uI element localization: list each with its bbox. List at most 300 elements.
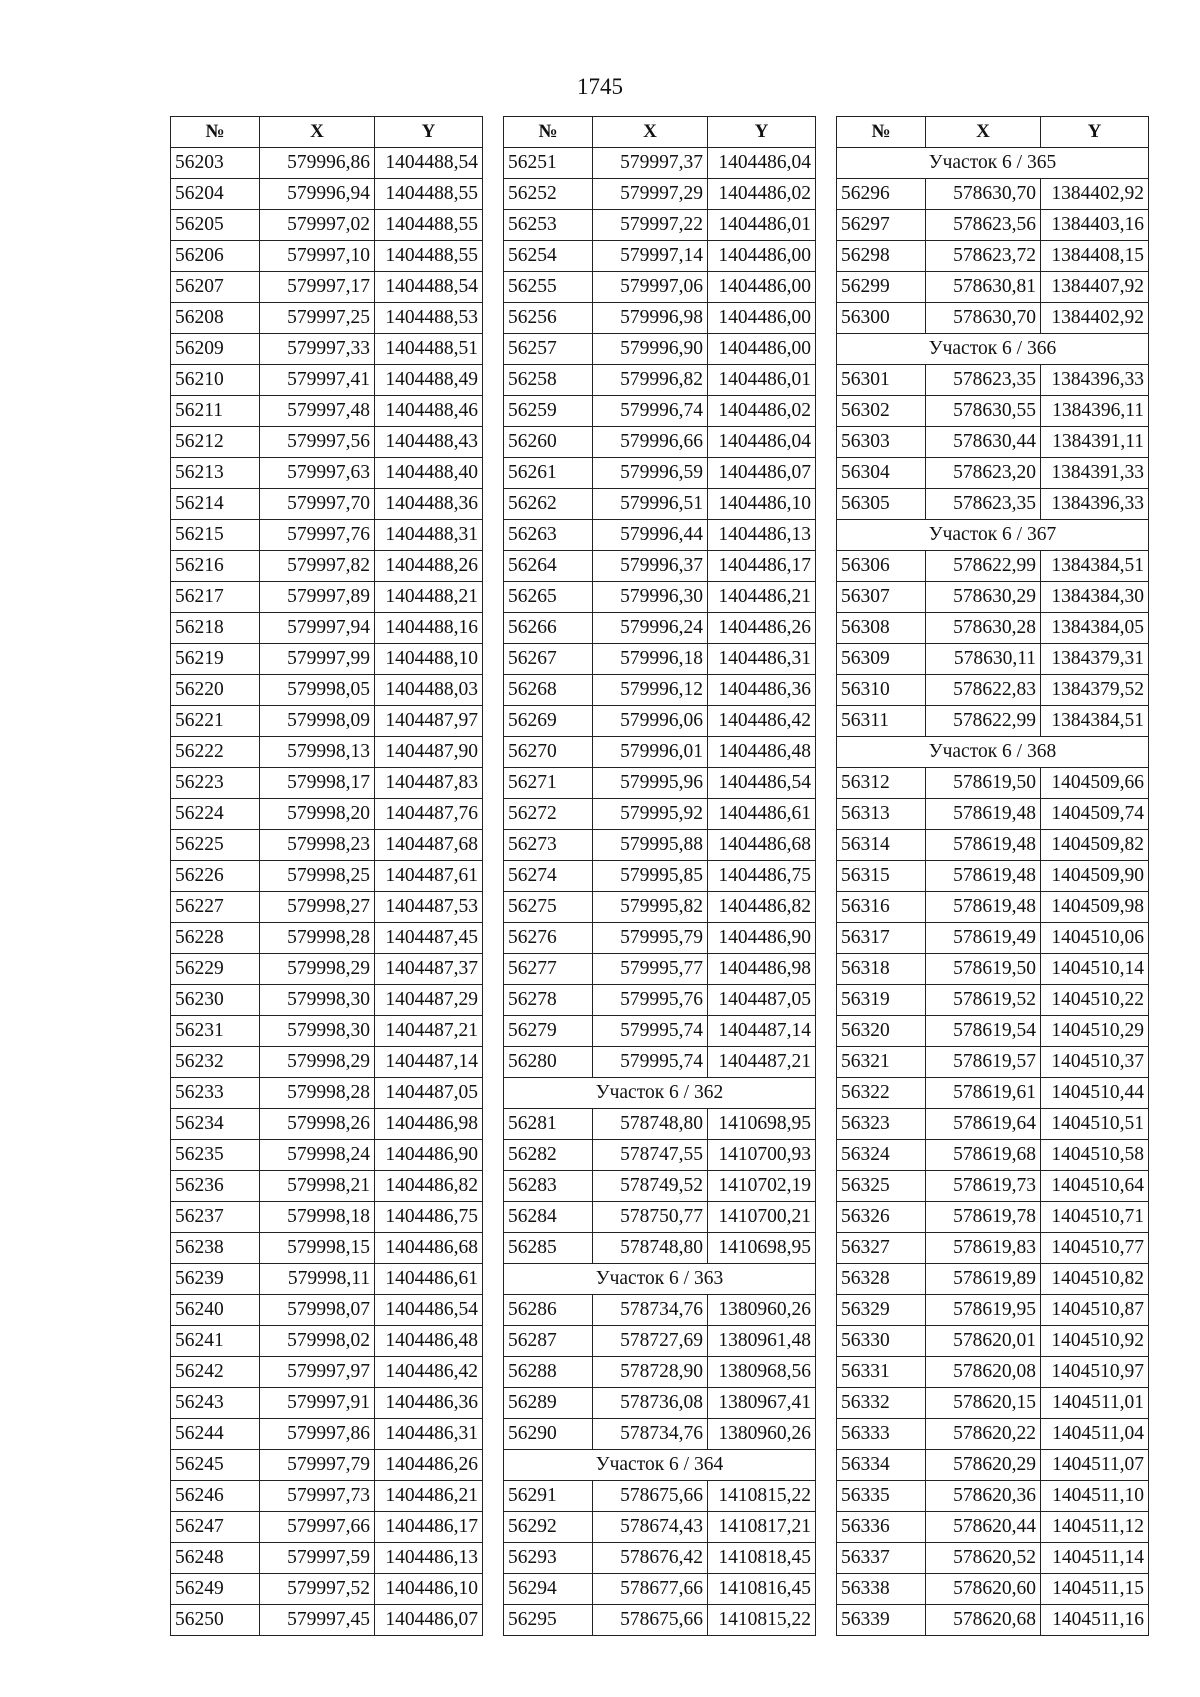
y-coordinate-cell: 1404486,26: [708, 613, 816, 644]
table-row: [171, 1140, 483, 1171]
x-coordinate-cell: 578619,78: [926, 1202, 1041, 1233]
x-coordinate-cell: 579997,73: [260, 1481, 375, 1512]
x-coordinate-cell: 579997,79: [260, 1450, 375, 1481]
y-coordinate-cell: 1404486,48: [708, 737, 816, 768]
x-coordinate-cell: 578619,50: [926, 954, 1041, 985]
point-number-cell: 56324: [837, 1140, 926, 1171]
section-title: Участок 6 / 365: [837, 148, 1149, 179]
y-coordinate-cell: 1404486,48: [375, 1326, 483, 1357]
point-number-cell: 56243: [171, 1388, 260, 1419]
x-coordinate-cell: 579997,91: [260, 1388, 375, 1419]
y-coordinate-cell: 1380961,48: [708, 1326, 816, 1357]
x-coordinate-cell: 579995,82: [593, 892, 708, 923]
y-coordinate-cell: 1404486,13: [375, 1543, 483, 1574]
table-row: [837, 582, 1149, 613]
point-number-cell: 56285: [504, 1233, 593, 1264]
point-number-cell: 56319: [837, 985, 926, 1016]
point-number-cell: 56311: [837, 706, 926, 737]
x-coordinate-cell: 579997,14: [593, 241, 708, 272]
point-number-cell: 56221: [171, 706, 260, 737]
table-row: [171, 365, 483, 396]
table-row: [837, 1078, 1149, 1109]
x-coordinate-cell: 579997,70: [260, 489, 375, 520]
point-number-cell: 56216: [171, 551, 260, 582]
x-coordinate-cell: 579995,74: [593, 1047, 708, 1078]
table-row: [504, 861, 816, 892]
y-coordinate-cell: 1404487,45: [375, 923, 483, 954]
x-coordinate-cell: 579998,05: [260, 675, 375, 706]
point-number-cell: 56219: [171, 644, 260, 675]
table-row: [504, 148, 816, 179]
x-coordinate-cell: 579997,59: [260, 1543, 375, 1574]
y-coordinate-cell: 1404486,98: [708, 954, 816, 985]
y-coordinate-cell: 1404487,68: [375, 830, 483, 861]
y-coordinate-cell: 1404510,64: [1041, 1171, 1149, 1202]
y-coordinate-cell: 1410818,45: [708, 1543, 816, 1574]
y-coordinate-cell: 1404486,00: [708, 303, 816, 334]
point-number-cell: 56259: [504, 396, 593, 427]
x-coordinate-cell: 579996,51: [593, 489, 708, 520]
point-number-cell: 56254: [504, 241, 593, 272]
table-row: [504, 365, 816, 396]
table-row: [171, 830, 483, 861]
point-number-cell: 56287: [504, 1326, 593, 1357]
y-coordinate-cell: 1404488,55: [375, 241, 483, 272]
table-row: [504, 210, 816, 241]
x-coordinate-cell: 579998,20: [260, 799, 375, 830]
point-number-cell: 56310: [837, 675, 926, 706]
header-row: [504, 117, 816, 148]
y-coordinate-cell: 1404487,14: [708, 1016, 816, 1047]
x-coordinate-cell: 578620,52: [926, 1543, 1041, 1574]
y-coordinate-cell: 1384403,16: [1041, 210, 1149, 241]
y-coordinate-cell: 1404486,13: [708, 520, 816, 551]
table-row: [837, 1233, 1149, 1264]
table-row: [837, 706, 1149, 737]
point-number-cell: 56244: [171, 1419, 260, 1450]
y-coordinate-cell: 1404510,92: [1041, 1326, 1149, 1357]
y-coordinate-cell: 1404510,14: [1041, 954, 1149, 985]
x-coordinate-cell: 579997,89: [260, 582, 375, 613]
point-number-cell: 56333: [837, 1419, 926, 1450]
point-number-cell: 56247: [171, 1512, 260, 1543]
y-coordinate-cell: 1404488,54: [375, 148, 483, 179]
table-row: [504, 1295, 816, 1326]
point-number-cell: 56208: [171, 303, 260, 334]
point-number-cell: 56231: [171, 1016, 260, 1047]
y-coordinate-cell: 1380967,41: [708, 1388, 816, 1419]
table-row: [171, 1481, 483, 1512]
x-coordinate-cell: 579997,66: [260, 1512, 375, 1543]
y-coordinate-cell: 1404487,53: [375, 892, 483, 923]
y-coordinate-cell: 1404486,04: [708, 148, 816, 179]
x-coordinate-cell: 579997,63: [260, 458, 375, 489]
y-coordinate-cell: 1404511,10: [1041, 1481, 1149, 1512]
table-row: [504, 737, 816, 768]
point-number-cell: 56323: [837, 1109, 926, 1140]
y-coordinate-cell: 1404486,82: [708, 892, 816, 923]
x-coordinate-cell: 579997,06: [593, 272, 708, 303]
table-row: [171, 241, 483, 272]
point-number-cell: 56213: [171, 458, 260, 489]
table-row: [837, 303, 1149, 334]
table-row: [504, 1574, 816, 1605]
section-row: [837, 520, 1149, 551]
point-number-cell: 56265: [504, 582, 593, 613]
point-number-cell: 56304: [837, 458, 926, 489]
point-number-cell: 56307: [837, 582, 926, 613]
header-y: Y: [375, 117, 483, 148]
y-coordinate-cell: 1404486,36: [375, 1388, 483, 1419]
point-number-cell: 56235: [171, 1140, 260, 1171]
point-number-cell: 56292: [504, 1512, 593, 1543]
table-row: [504, 241, 816, 272]
y-coordinate-cell: 1404509,82: [1041, 830, 1149, 861]
x-coordinate-cell: 578619,50: [926, 768, 1041, 799]
point-number-cell: 56232: [171, 1047, 260, 1078]
point-number-cell: 56286: [504, 1295, 593, 1326]
point-number-cell: 56214: [171, 489, 260, 520]
point-number-cell: 56227: [171, 892, 260, 923]
point-number-cell: 56320: [837, 1016, 926, 1047]
y-coordinate-cell: 1404486,00: [708, 272, 816, 303]
table-row: [837, 1419, 1149, 1450]
coordinates-table-1: [170, 116, 483, 1636]
x-coordinate-cell: 579998,25: [260, 861, 375, 892]
x-coordinate-cell: 579996,94: [260, 179, 375, 210]
table-row: [837, 1295, 1149, 1326]
y-coordinate-cell: 1404488,54: [375, 272, 483, 303]
point-number-cell: 56284: [504, 1202, 593, 1233]
point-number-cell: 56331: [837, 1357, 926, 1388]
table-row: [504, 923, 816, 954]
header-no: №: [504, 117, 593, 148]
table-row: [504, 830, 816, 861]
y-coordinate-cell: 1404486,42: [375, 1357, 483, 1388]
y-coordinate-cell: 1404488,40: [375, 458, 483, 489]
table-row: [171, 1016, 483, 1047]
point-number-cell: 56203: [171, 148, 260, 179]
point-number-cell: 56225: [171, 830, 260, 861]
header-row: [837, 117, 1149, 148]
y-coordinate-cell: 1404486,90: [375, 1140, 483, 1171]
x-coordinate-cell: 579996,01: [593, 737, 708, 768]
table-row: [504, 582, 816, 613]
table-row: [504, 644, 816, 675]
point-number-cell: 56317: [837, 923, 926, 954]
y-coordinate-cell: 1404486,42: [708, 706, 816, 737]
point-number-cell: 56294: [504, 1574, 593, 1605]
point-number-cell: 56266: [504, 613, 593, 644]
table-row: [171, 520, 483, 551]
x-coordinate-cell: 579996,06: [593, 706, 708, 737]
point-number-cell: 56338: [837, 1574, 926, 1605]
point-number-cell: 56212: [171, 427, 260, 458]
y-coordinate-cell: 1404510,37: [1041, 1047, 1149, 1078]
x-coordinate-cell: 579998,27: [260, 892, 375, 923]
y-coordinate-cell: 1404511,01: [1041, 1388, 1149, 1419]
y-coordinate-cell: 1384391,33: [1041, 458, 1149, 489]
section-row: [504, 1078, 816, 1109]
point-number-cell: 56226: [171, 861, 260, 892]
table-row: [504, 179, 816, 210]
table-row: [504, 1388, 816, 1419]
y-coordinate-cell: 1404486,10: [708, 489, 816, 520]
point-number-cell: 56296: [837, 179, 926, 210]
table-row: [504, 892, 816, 923]
table-row: [171, 427, 483, 458]
table-row: [504, 1605, 816, 1636]
x-coordinate-cell: 579996,82: [593, 365, 708, 396]
x-coordinate-cell: 578630,44: [926, 427, 1041, 458]
table-row: [504, 551, 816, 582]
point-number-cell: 56329: [837, 1295, 926, 1326]
y-coordinate-cell: 1404486,01: [708, 365, 816, 396]
table-row: [171, 644, 483, 675]
point-number-cell: 56316: [837, 892, 926, 923]
point-number-cell: 56252: [504, 179, 593, 210]
x-coordinate-cell: 578630,29: [926, 582, 1041, 613]
y-coordinate-cell: 1404510,22: [1041, 985, 1149, 1016]
table-row: [837, 892, 1149, 923]
x-coordinate-cell: 579996,74: [593, 396, 708, 427]
y-coordinate-cell: 1404487,76: [375, 799, 483, 830]
table-row: [171, 675, 483, 706]
y-coordinate-cell: 1404511,15: [1041, 1574, 1149, 1605]
point-number-cell: 56293: [504, 1543, 593, 1574]
y-coordinate-cell: 1384408,15: [1041, 241, 1149, 272]
x-coordinate-cell: 578619,95: [926, 1295, 1041, 1326]
x-coordinate-cell: 578630,55: [926, 396, 1041, 427]
x-coordinate-cell: 579995,74: [593, 1016, 708, 1047]
y-coordinate-cell: 1404486,61: [375, 1264, 483, 1295]
x-coordinate-cell: 578619,49: [926, 923, 1041, 954]
x-coordinate-cell: 579998,02: [260, 1326, 375, 1357]
table-row: [837, 1605, 1149, 1636]
x-coordinate-cell: 578677,66: [593, 1574, 708, 1605]
y-coordinate-cell: 1404486,07: [708, 458, 816, 489]
y-coordinate-cell: 1404488,03: [375, 675, 483, 706]
point-number-cell: 56305: [837, 489, 926, 520]
x-coordinate-cell: 579997,52: [260, 1574, 375, 1605]
y-coordinate-cell: 1404510,51: [1041, 1109, 1149, 1140]
table-row: [837, 396, 1149, 427]
y-coordinate-cell: 1404487,37: [375, 954, 483, 985]
point-number-cell: 56298: [837, 241, 926, 272]
y-coordinate-cell: 1404488,51: [375, 334, 483, 365]
y-coordinate-cell: 1404486,21: [708, 582, 816, 613]
y-coordinate-cell: 1410702,19: [708, 1171, 816, 1202]
x-coordinate-cell: 579998,11: [260, 1264, 375, 1295]
y-coordinate-cell: 1404487,21: [375, 1016, 483, 1047]
table-row: [837, 458, 1149, 489]
point-number-cell: 56255: [504, 272, 593, 303]
y-coordinate-cell: 1404511,16: [1041, 1605, 1149, 1636]
table-row: [171, 1047, 483, 1078]
point-number-cell: 56273: [504, 830, 593, 861]
x-coordinate-cell: 579996,12: [593, 675, 708, 706]
table-row: [837, 272, 1149, 303]
x-coordinate-cell: 578619,54: [926, 1016, 1041, 1047]
point-number-cell: 56264: [504, 551, 593, 582]
y-coordinate-cell: 1410700,21: [708, 1202, 816, 1233]
y-coordinate-cell: 1404509,90: [1041, 861, 1149, 892]
table-row: [504, 1140, 816, 1171]
table-row: [171, 799, 483, 830]
table-row: [504, 1171, 816, 1202]
table-row: [171, 458, 483, 489]
table-row: [171, 892, 483, 923]
point-number-cell: 56322: [837, 1078, 926, 1109]
point-number-cell: 56261: [504, 458, 593, 489]
y-coordinate-cell: 1404486,75: [708, 861, 816, 892]
x-coordinate-cell: 578620,60: [926, 1574, 1041, 1605]
y-coordinate-cell: 1404510,87: [1041, 1295, 1149, 1326]
y-coordinate-cell: 1404488,31: [375, 520, 483, 551]
y-coordinate-cell: 1404510,82: [1041, 1264, 1149, 1295]
point-number-cell: 56337: [837, 1543, 926, 1574]
point-number-cell: 56335: [837, 1481, 926, 1512]
table-row: [171, 1357, 483, 1388]
y-coordinate-cell: 1404487,97: [375, 706, 483, 737]
point-number-cell: 56249: [171, 1574, 260, 1605]
y-coordinate-cell: 1404486,02: [708, 179, 816, 210]
x-coordinate-cell: 578623,35: [926, 489, 1041, 520]
x-coordinate-cell: 579997,86: [260, 1419, 375, 1450]
x-coordinate-cell: 579997,17: [260, 272, 375, 303]
y-coordinate-cell: 1384396,33: [1041, 489, 1149, 520]
x-coordinate-cell: 579996,86: [260, 148, 375, 179]
point-number-cell: 56314: [837, 830, 926, 861]
y-coordinate-cell: 1404486,17: [708, 551, 816, 582]
table-row: [171, 1388, 483, 1419]
x-coordinate-cell: 578619,52: [926, 985, 1041, 1016]
table-row: [171, 1109, 483, 1140]
table-row: [837, 1574, 1149, 1605]
y-coordinate-cell: 1410816,45: [708, 1574, 816, 1605]
table-row: [171, 551, 483, 582]
y-coordinate-cell: 1404486,02: [708, 396, 816, 427]
x-coordinate-cell: 578674,43: [593, 1512, 708, 1543]
point-number-cell: 56289: [504, 1388, 593, 1419]
table-row: [504, 768, 816, 799]
x-coordinate-cell: 578619,64: [926, 1109, 1041, 1140]
y-coordinate-cell: 1404488,10: [375, 644, 483, 675]
point-number-cell: 56275: [504, 892, 593, 923]
table-row: [837, 799, 1149, 830]
y-coordinate-cell: 1384402,92: [1041, 179, 1149, 210]
x-coordinate-cell: 578619,48: [926, 799, 1041, 830]
y-coordinate-cell: 1404486,68: [375, 1233, 483, 1264]
table-row: [171, 1574, 483, 1605]
y-coordinate-cell: 1404486,00: [708, 334, 816, 365]
x-coordinate-cell: 578748,80: [593, 1109, 708, 1140]
point-number-cell: 56233: [171, 1078, 260, 1109]
y-coordinate-cell: 1380968,56: [708, 1357, 816, 1388]
y-coordinate-cell: 1404487,29: [375, 985, 483, 1016]
x-coordinate-cell: 578619,57: [926, 1047, 1041, 1078]
table-row: [837, 1326, 1149, 1357]
y-coordinate-cell: 1404486,61: [708, 799, 816, 830]
table-row: [171, 303, 483, 334]
point-number-cell: 56207: [171, 272, 260, 303]
y-coordinate-cell: 1380960,26: [708, 1419, 816, 1450]
table-row: [504, 396, 816, 427]
point-number-cell: 56230: [171, 985, 260, 1016]
table-row: [504, 1326, 816, 1357]
x-coordinate-cell: 578620,15: [926, 1388, 1041, 1419]
section-title: Участок 6 / 366: [837, 334, 1149, 365]
x-coordinate-cell: 579996,30: [593, 582, 708, 613]
x-coordinate-cell: 579997,33: [260, 334, 375, 365]
point-number-cell: 56339: [837, 1605, 926, 1636]
y-coordinate-cell: 1404511,12: [1041, 1512, 1149, 1543]
point-number-cell: 56205: [171, 210, 260, 241]
x-coordinate-cell: 578630,28: [926, 613, 1041, 644]
y-coordinate-cell: 1404488,43: [375, 427, 483, 458]
table-row: [504, 1512, 816, 1543]
table-row: [171, 582, 483, 613]
y-coordinate-cell: 1410700,93: [708, 1140, 816, 1171]
x-coordinate-cell: 578623,56: [926, 210, 1041, 241]
section-title: Участок 6 / 362: [504, 1078, 816, 1109]
table-row: [171, 1264, 483, 1295]
point-number-cell: 56263: [504, 520, 593, 551]
y-coordinate-cell: 1404510,71: [1041, 1202, 1149, 1233]
table-row: [171, 396, 483, 427]
x-coordinate-cell: 579997,29: [593, 179, 708, 210]
y-coordinate-cell: 1404510,58: [1041, 1140, 1149, 1171]
y-coordinate-cell: 1410698,95: [708, 1109, 816, 1140]
point-number-cell: 56327: [837, 1233, 926, 1264]
table-row: [837, 644, 1149, 675]
x-coordinate-cell: 579995,79: [593, 923, 708, 954]
point-number-cell: 56274: [504, 861, 593, 892]
section-title: Участок 6 / 363: [504, 1264, 816, 1295]
y-coordinate-cell: 1404486,54: [708, 768, 816, 799]
y-coordinate-cell: 1404486,31: [708, 644, 816, 675]
x-coordinate-cell: 579998,09: [260, 706, 375, 737]
table-row: [837, 613, 1149, 644]
point-number-cell: 56309: [837, 644, 926, 675]
page-number: 1745: [577, 74, 623, 99]
y-coordinate-cell: 1384379,52: [1041, 675, 1149, 706]
y-coordinate-cell: 1404509,98: [1041, 892, 1149, 923]
point-number-cell: 56270: [504, 737, 593, 768]
point-number-cell: 56256: [504, 303, 593, 334]
y-coordinate-cell: 1404486,07: [375, 1605, 483, 1636]
x-coordinate-cell: 578630,11: [926, 644, 1041, 675]
y-coordinate-cell: 1404488,55: [375, 179, 483, 210]
x-coordinate-cell: 578675,66: [593, 1605, 708, 1636]
table-row: [171, 179, 483, 210]
table-row: [837, 1047, 1149, 1078]
x-coordinate-cell: 579997,94: [260, 613, 375, 644]
y-coordinate-cell: 1404487,05: [708, 985, 816, 1016]
point-number-cell: 56239: [171, 1264, 260, 1295]
table-row: [171, 334, 483, 365]
y-coordinate-cell: 1404486,26: [375, 1450, 483, 1481]
table-row: [837, 830, 1149, 861]
x-coordinate-cell: 579998,18: [260, 1202, 375, 1233]
x-coordinate-cell: 579995,88: [593, 830, 708, 861]
y-coordinate-cell: 1384402,92: [1041, 303, 1149, 334]
x-coordinate-cell: 578623,35: [926, 365, 1041, 396]
x-coordinate-cell: 579998,13: [260, 737, 375, 768]
y-coordinate-cell: 1404487,05: [375, 1078, 483, 1109]
y-coordinate-cell: 1384396,11: [1041, 396, 1149, 427]
x-coordinate-cell: 579998,28: [260, 923, 375, 954]
